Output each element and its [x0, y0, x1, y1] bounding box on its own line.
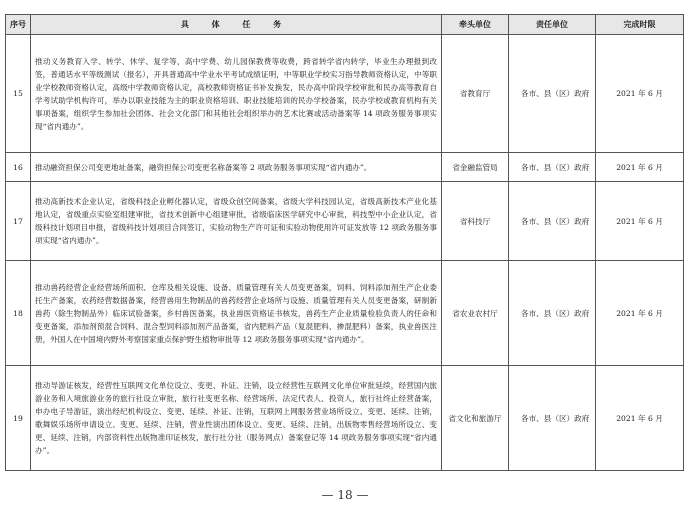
row-deadline: 2021 年 6 月: [596, 261, 684, 366]
table-header-row: [6, 15, 684, 35]
row-responsible-unit: 各市、县（区）政府: [509, 35, 596, 153]
row-deadline: 2021 年 6 月: [596, 35, 684, 153]
row-lead-unit: 省农业农村厅: [442, 261, 509, 366]
row-responsible-unit: 各市、县（区）政府: [509, 182, 596, 261]
row-deadline: 2021 年 6 月: [596, 182, 684, 261]
task-table: [5, 14, 684, 471]
table-row: [6, 182, 684, 261]
table-row: [6, 153, 684, 182]
table-row: [6, 366, 684, 471]
row-task: 推动高新技术企业认定，省级科技企业孵化器认定，省级众创空间备案，省级大学科技园认定，省级高新技术产业化基地认定，省级重点实验室组建审批，省技术创新中心组建审批，省级临床医学研究中心审批，科技型中小企业认定，省级科技计划项目申报，省级科技计划项目合同签订，实验动物生产许可证和实验动物使用许可证发放等 12 项政务服务事项实现“省内通办”。: [31, 182, 442, 261]
row-number: 17: [6, 182, 31, 261]
header-seq: 序号: [6, 15, 31, 35]
row-responsible-unit: 各市、县（区）政府: [509, 366, 596, 471]
row-lead-unit: 省文化和旅游厅: [442, 366, 509, 471]
table-row: [6, 261, 684, 366]
row-number: 18: [6, 261, 31, 366]
row-responsible-unit: 各市、县（区）政府: [509, 153, 596, 182]
row-lead-unit: 省教育厅: [442, 35, 509, 153]
row-deadline: 2021 年 6 月: [596, 366, 684, 471]
row-lead-unit: 省金融监管局: [442, 153, 509, 182]
row-number: 16: [6, 153, 31, 182]
row-task: 推动兽药经营企业经营场所面积、仓库及相关设施、设备、质量管理有关人员变更备案，饲料、饲料添加剂生产企业委托生产备案，农药经营数据备案，经营兽用生物制品的兽药经营企业场所与设施、质量管理有关人员变更备案，研制新兽药（除生物制品外）临床试验备案，乡村兽医备案，执业兽医资格证书核发，兽药生产企业质量检验负责人的任命和变更备案，添加剂预混合饲料、混合型饲料添加剂产品备案，省内肥料产品（复混肥料、掺混肥料）备案，执业兽医注册，外国人在中国境内野外考察国家重点保护野生植物审批等 12 项政务服务事项实现“省内通办”。: [31, 261, 442, 366]
row-lead-unit: 省科技厅: [442, 182, 509, 261]
row-number: 15: [6, 35, 31, 153]
row-task: 推动义务教育入学、转学、休学、复学等，高中学费、幼儿园保教费等收费，跨省转学省内转学，毕业生办理报到改签，普通话水平等级测试（报名），开具普通高中学业水平考试成绩证明，中等职业学校实习指导教师资格认定，中等职业学校教师资格认定，高级中学教师资格认定，高校教师资格证书补发换发，民办高中阶段学校审批和民办高等教育自学考试助学机构许可，举办以职业技能为主的职业资格培训、职业技能培训的民办学校备案，民办学校或教育机构有关事项备案，组织学生参加社会团体、社会文化部门和其他社会组织举办的艺术比赛或活动备案等 14 项政务服务事项实现“省内通办”。: [31, 35, 442, 153]
row-responsible-unit: 各市、县（区）政府: [509, 261, 596, 366]
row-task: 推动导游证核发，经营性互联网文化单位设立、变更、补证、注销，设立经营性互联网文化单位审批延续，经营国内旅游业务和入境旅游业务的旅行社设立审批，旅行社变更名称、经营场所、法定代表人、投资人，旅行社终止经营备案，申办电子导游证，演出经纪机构设立、变更、延续、补证、注销，互联网上网服务营业场所设立、变更、延续、注销，歌舞娱乐场所申请设立、变更、延续、注销，营业性演出团体设立、变更、延续、注销，出版物零售经营场所设立、变更、延续、注销，内部资料性出版物准印证核发，旅行社分社（服务网点）备案登记等 14 项政务服务事项实现“省内通办”。: [31, 366, 442, 471]
page-number: — 18 —: [321, 488, 369, 502]
header-task: 具 体 任 务: [31, 15, 442, 35]
header-lead: 牵头单位: [442, 15, 509, 35]
header-responsible: 责任单位: [509, 15, 596, 35]
header-deadline: 完成时限: [596, 15, 684, 35]
table-row: [6, 35, 684, 153]
row-task: 推动融资担保公司变更地址备案，融资担保公司变更名称备案等 2 项政务服务事项实现“省内通办”。: [31, 153, 442, 182]
row-deadline: 2021 年 6 月: [596, 153, 684, 182]
row-number: 19: [6, 366, 31, 471]
